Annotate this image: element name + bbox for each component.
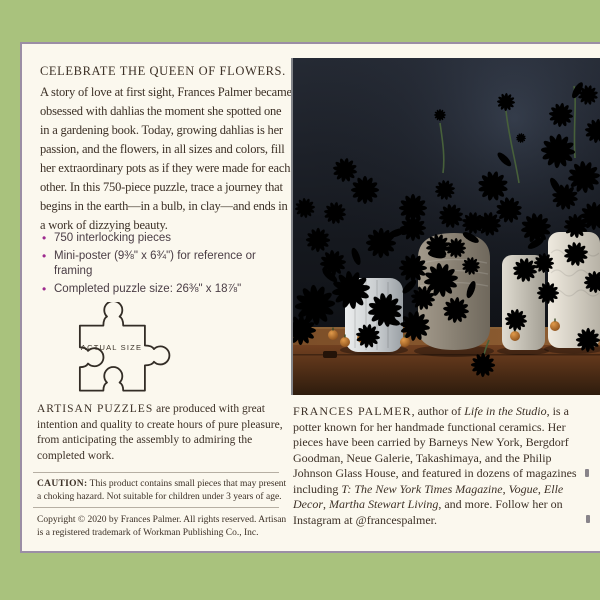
cropped-print-mark (585, 469, 589, 477)
text-run: are produced with great intention and quality to create hours of pure pleasure, from anticipating the assembly to admiring the completed work. (37, 403, 283, 462)
intro-paragraph: A story of love at first sight, Frances Palmer became obsessed with dahlias the moment she spotted one in a gardening book. Today, growing dahlias is her passion, and the flowers, in all sizes and colors, fill her extraordinary pots as if they were made for each other. In this 750-piece puzzle, trace a journey that begins in the earth—in a bulb, in clay—and ends in a work of dizzying beauty. (40, 85, 292, 232)
bullet-item: • 750 interlocking pieces (54, 231, 288, 246)
text-run: Elle Decor (293, 481, 564, 511)
divider (33, 472, 279, 473)
actual-size-piece (60, 302, 172, 398)
bullet-item: • Mini-poster (9⅜" x 6¾") for reference or framing (54, 249, 288, 279)
text-run: , author of (411, 404, 465, 418)
text-run: , (537, 481, 544, 496)
intro-block (40, 64, 292, 235)
inner-panel (20, 42, 600, 553)
headline: CELEBRATE THE QUEEN OF FLOWERS. (40, 64, 286, 78)
text-run: FRANCES PALMER (293, 404, 412, 418)
text-run: , (323, 497, 329, 511)
artisan-paragraph (37, 402, 295, 464)
text-run: Martha Stewart Living (329, 497, 439, 511)
text-run: T: The New York Times Magazine (341, 481, 503, 496)
text-run: ARTISAN PUZZLES (37, 403, 154, 415)
bio-paragraph (293, 404, 579, 528)
text-run: Vogue (508, 481, 538, 496)
bullet-item: • Completed puzzle size: 26⅜" x 18⅞" (54, 282, 288, 297)
caution-text (37, 478, 289, 503)
feature-list (40, 231, 288, 300)
text-run: , is a potter known for her handmade functional ceramics. Her pieces have been carried by Barneys New York, Bergdorf Goodman, Neue Galerie, Takashimaya, and the Philip Johnson Glass House, and featured in dozens of magazines including (293, 404, 577, 496)
dahlia-photo (291, 58, 600, 395)
text-run: This product contains small pieces that may present a choking hazard. Not suitable for children under 3 years of age. (37, 479, 287, 502)
copyright-text: Copyright © 2020 by Frances Palmer. All rights reserved. Artisan is a registered trademark of Workman Publishing Co., Inc. (37, 515, 287, 538)
actual-size-label: ACTUAL SIZE (80, 343, 143, 352)
text-run: CAUTION: (37, 479, 88, 489)
divider (33, 507, 279, 508)
text-run: , and more. Follow her on Instagram at @francespalmer. (293, 497, 563, 527)
dahlia-photo-illustration (293, 58, 600, 395)
cropped-print-mark (586, 515, 590, 523)
text-run: Life in the Studio (464, 404, 547, 418)
text-run: , (502, 481, 509, 496)
